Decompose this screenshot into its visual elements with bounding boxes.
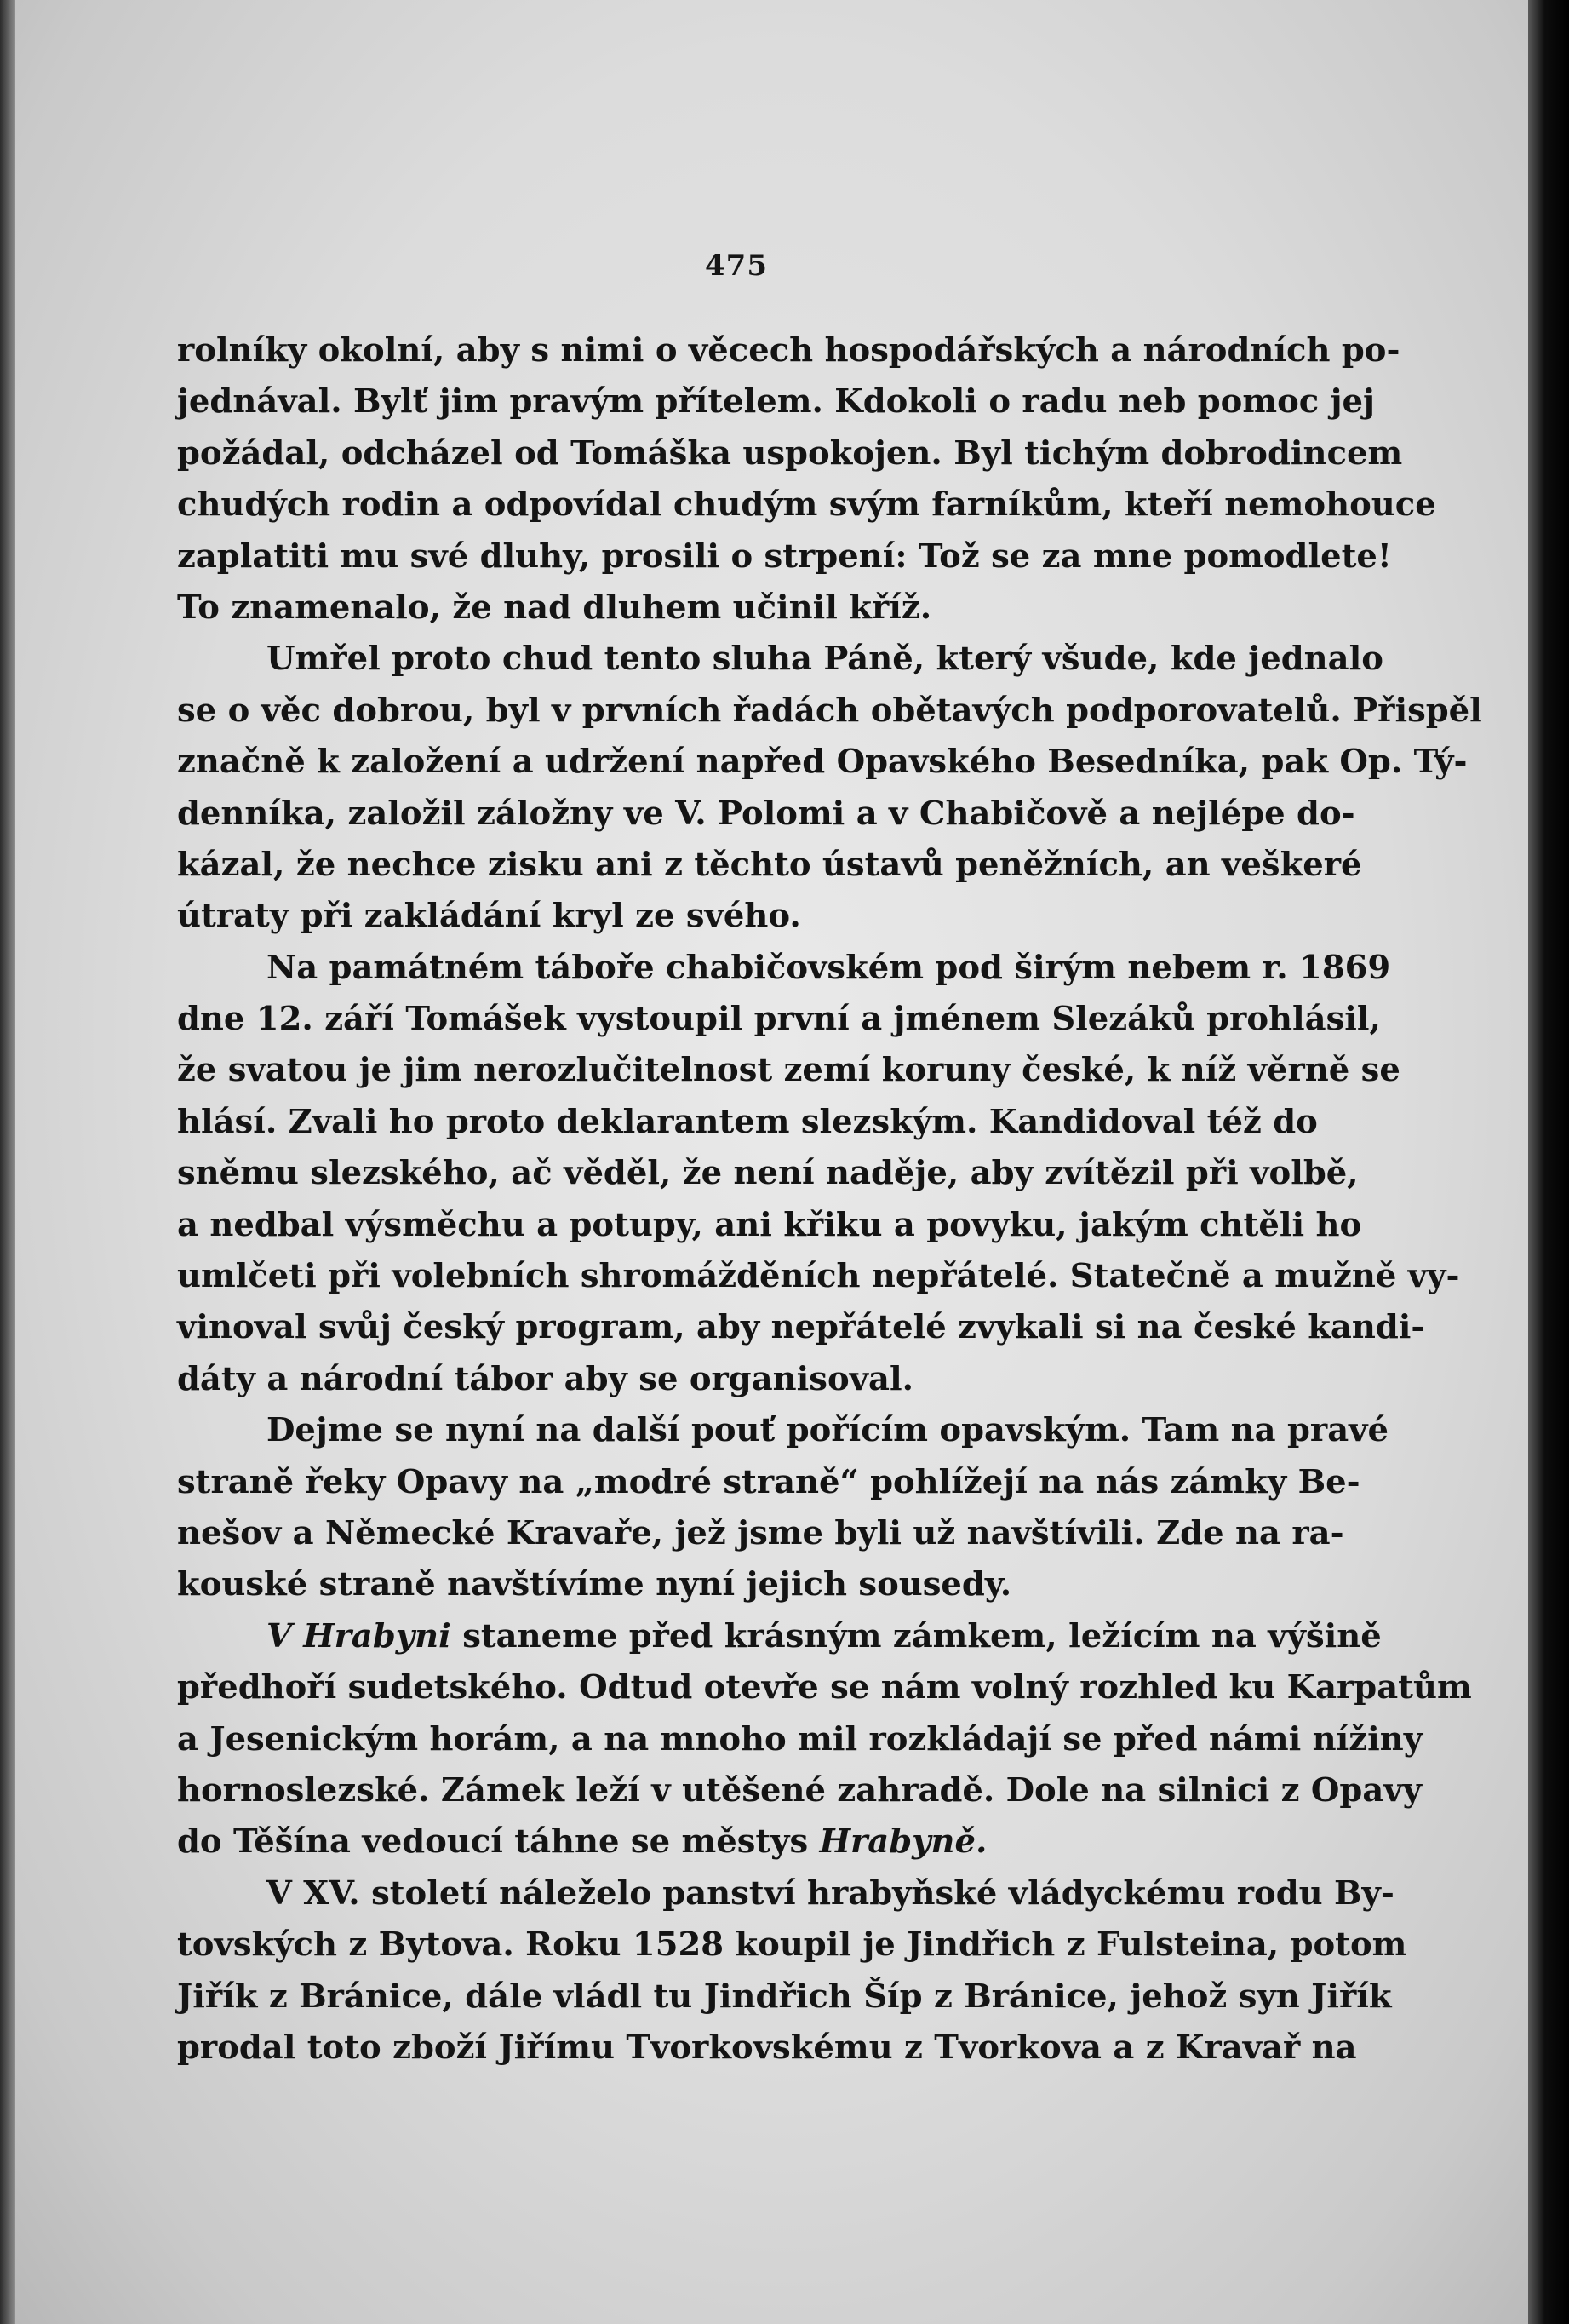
page-number: 475 [705, 249, 768, 283]
text-line [177, 1816, 1284, 1868]
text-line: hornoslezské. Zámek leží v utěšené zahradě. Dole na silnici z Opavy [177, 1770, 1423, 1810]
text-line-start: do Těšína vedoucí táhne se městys [177, 1822, 820, 1862]
text-line: sněmu slezského, ač věděl, že není naděje, aby zvítězil při volbě, [177, 1154, 1359, 1193]
text-line: útraty při zakládání kryl ze svého. [177, 897, 801, 936]
body-text [177, 325, 1482, 2074]
text-line: V XV. století náleželo panství hrabyňské vládyckému rodu By- [266, 1874, 1394, 1913]
text-line: že svatou je jim nerozlučitelnost zemí koruny české, k níž věrně se [177, 1051, 1400, 1090]
text-line [177, 1611, 1382, 1662]
text-line: To znamenalo, že nad dluhem učinil kříž. [177, 588, 932, 627]
text-line: jednával. Bylť jim pravým přítelem. Kdokoli o radu neb pomoc jej [177, 382, 1375, 422]
text-line: zaplatiti mu své dluhy, prosili o strpení: Tož se za mne pomodlete! [177, 537, 1392, 576]
text-line: Jiřík z Bránice, dále vládl tu Jindřich Šíp z Bránice, jehož syn Jiřík [177, 1977, 1392, 2016]
text-line: dne 12. září Tomášek vystoupil první a jménem Slezáků prohlásil, [177, 1000, 1381, 1039]
text-line: Umřel proto chud tento sluha Páně, který všude, kde jednalo [266, 640, 1383, 679]
page-left-edge [0, 0, 15, 2324]
text-line: Na památném táboře chabičovském pod širým nebem r. 1869 [266, 948, 1391, 987]
text-line: kázal, že nechce zisku ani z těchto ústavů peněžních, an veškeré [177, 845, 1362, 884]
text-line: denníka, založil záložny ve V. Polomi a v Chabičově a nejlépe do- [177, 794, 1355, 833]
text-line: a Jesenickým horám, a na mnoho mil rozkládají se před námi nížiny [177, 1719, 1423, 1759]
page-right-edge [1528, 0, 1569, 2324]
text-line: nešov a Německé Kravaře, jež jsme byli už navštívili. Zde na ra- [177, 1513, 1344, 1552]
text-line-rest: staneme před krásným zámkem, ležícím na výšině [450, 1616, 1382, 1655]
text-line: hlásí. Zvali ho proto deklarantem slezským. Kandidoval též do [177, 1102, 1318, 1141]
place-name-hrabyne-town: Hrabyně. [819, 1822, 988, 1862]
text-line: umlčeti při volebních shromážděních nepřátelé. Statečně a mužně vy- [177, 1257, 1460, 1296]
text-line: chudých rodin a odpovídal chudým svým farníkům, kteří nemohouce [177, 485, 1436, 525]
text-line: rolníky okolní, aby s nimi o věcech hospodářských a národních po- [177, 331, 1400, 370]
text-line: předhoří sudetského. Odtud otevře se nám volný rozhled ku Karpatům [177, 1668, 1472, 1707]
text-line: vinoval svůj český program, aby nepřátelé zvykali si na české kandi- [177, 1308, 1425, 1347]
place-name-hrabyne: V Hrabyni [266, 1616, 451, 1655]
text-line: značně k založení a udržení napřed Opavského Besedníka, pak Op. Tý- [177, 743, 1468, 782]
text-line: a nedbal výsměchu a potupy, ani křiku a povyku, jakým chtěli ho [177, 1205, 1362, 1244]
text-line: tovských z Bytova. Roku 1528 koupil je Jindřich z Fulsteina, potom [177, 1925, 1407, 1965]
text-line: se o věc dobrou, byl v prvních řadách obětavých podporovatelů. Přispěl [177, 691, 1482, 730]
text-line: Dejme se nyní na další pouť pořícím opavským. Tam na pravé [266, 1411, 1389, 1450]
text-line: požádal, odcházel od Tomáška uspokojen. Byl tichým dobrodincem [177, 433, 1403, 473]
text-line: kouské straně navštívíme nyní jejich sousedy. [177, 1565, 1012, 1604]
text-line: straně řeky Opavy na „modré straně“ pohlížejí na nás zámky Be- [177, 1462, 1360, 1501]
text-line: prodal toto zboží Jiřímu Tvorkovskému z Tvorkova a z Kravař na [177, 2028, 1357, 2067]
text-line: dáty a národní tábor aby se organisoval. [177, 1359, 913, 1398]
